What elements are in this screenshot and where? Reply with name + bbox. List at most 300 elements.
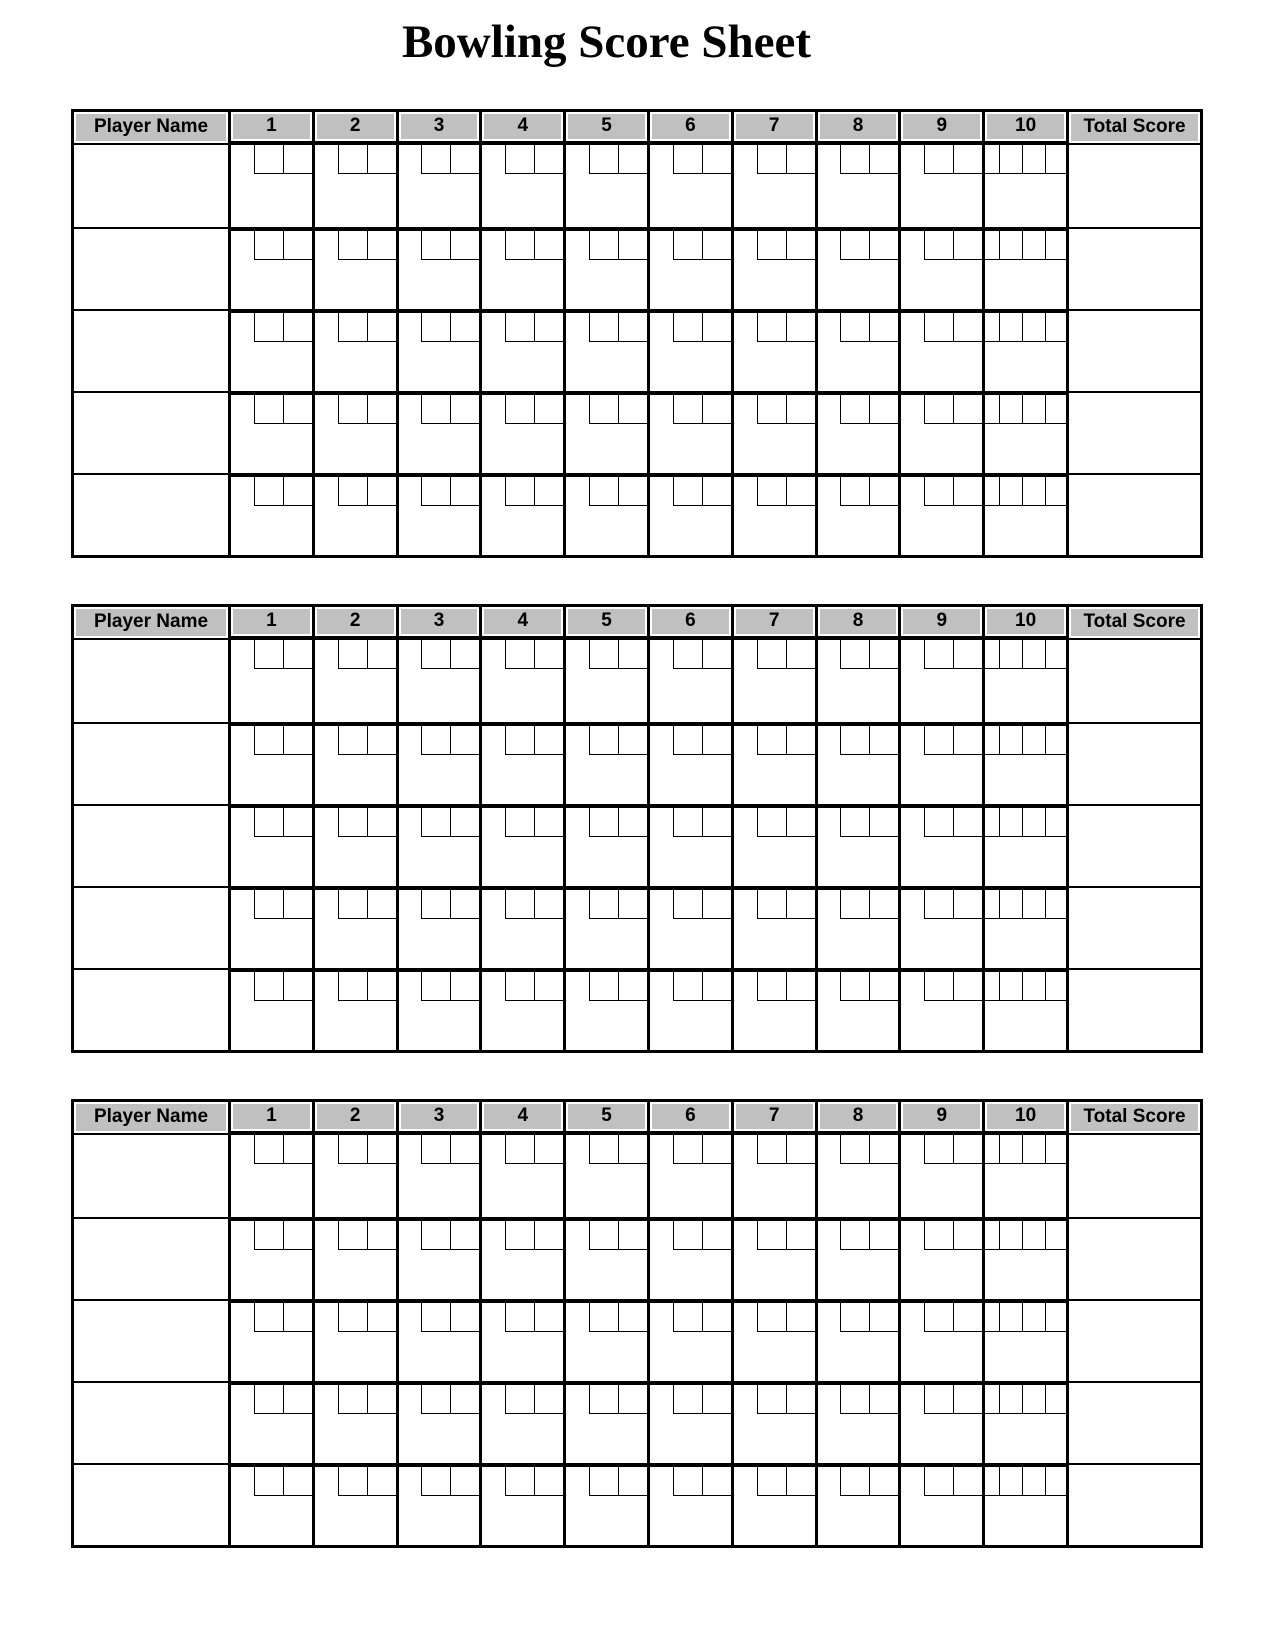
frame-cell bbox=[231, 722, 315, 804]
throw-box bbox=[924, 1303, 953, 1331]
frame-cell bbox=[315, 804, 399, 886]
frame-throw-boxes bbox=[589, 477, 647, 506]
player-name-cell bbox=[74, 227, 231, 309]
throw-box bbox=[786, 313, 815, 341]
frame-cell bbox=[818, 722, 902, 804]
total-score-cell bbox=[1069, 391, 1200, 473]
frame-7-header bbox=[734, 607, 818, 640]
frame-throw-boxes bbox=[840, 313, 898, 342]
throw-box bbox=[757, 395, 786, 423]
frame-2-header bbox=[315, 112, 399, 145]
frame-throw-boxes bbox=[589, 1467, 647, 1496]
throw-box bbox=[757, 145, 786, 173]
throw-box bbox=[589, 313, 618, 341]
frame-cell bbox=[818, 886, 902, 968]
frame-cell bbox=[315, 309, 399, 391]
frame-cell bbox=[818, 309, 902, 391]
frame-cell bbox=[566, 145, 650, 227]
frame-cell bbox=[399, 1217, 483, 1299]
throw-box bbox=[421, 1135, 450, 1163]
throw-box bbox=[673, 1221, 702, 1249]
throw-box bbox=[924, 808, 953, 836]
throw-box bbox=[1023, 1135, 1046, 1163]
frame-cell bbox=[315, 722, 399, 804]
frame-throw-boxes bbox=[924, 1467, 982, 1496]
throw-box bbox=[924, 145, 953, 173]
throw-box bbox=[534, 890, 563, 918]
header-row bbox=[74, 1102, 1200, 1135]
frame-throw-boxes bbox=[757, 808, 815, 837]
player-row bbox=[74, 804, 1200, 886]
tenth-frame-spacer bbox=[985, 477, 1000, 505]
player-row bbox=[74, 1217, 1200, 1299]
frame-cell bbox=[566, 886, 650, 968]
frame-throw-boxes bbox=[421, 477, 479, 506]
frame-cell bbox=[399, 1299, 483, 1381]
frame-10-header bbox=[985, 1102, 1069, 1135]
player-name-cell bbox=[74, 391, 231, 473]
player-name-cell bbox=[74, 1463, 231, 1545]
tenth-frame-spacer bbox=[985, 1135, 1000, 1163]
throw-box bbox=[618, 1221, 647, 1249]
player-name-cell bbox=[74, 1135, 231, 1217]
throw-box bbox=[924, 726, 953, 754]
throw-box bbox=[786, 1467, 815, 1495]
throw-box bbox=[924, 972, 953, 1000]
throw-box bbox=[786, 1303, 815, 1331]
throw-box bbox=[505, 1385, 534, 1413]
frame-cell bbox=[901, 1299, 985, 1381]
throw-box bbox=[953, 1135, 982, 1163]
frame-throw-boxes bbox=[421, 1135, 479, 1164]
throw-box bbox=[1000, 890, 1023, 918]
frame-4-header bbox=[482, 112, 566, 145]
frame-cell bbox=[818, 1463, 902, 1545]
frame-7-label: 7 bbox=[736, 1104, 813, 1129]
throw-box bbox=[702, 145, 731, 173]
throw-box bbox=[1023, 145, 1046, 173]
frame-cell bbox=[315, 886, 399, 968]
frame-throw-boxes bbox=[421, 1221, 479, 1250]
frame-throw-boxes bbox=[505, 231, 563, 260]
throw-box bbox=[1023, 808, 1046, 836]
throw-box bbox=[254, 395, 283, 423]
tenth-frame-spacer bbox=[985, 972, 1000, 1000]
frame-throw-boxes bbox=[338, 313, 396, 342]
frame-6-label: 6 bbox=[652, 609, 729, 634]
frame-cell bbox=[901, 1217, 985, 1299]
frame-cell bbox=[399, 309, 483, 391]
throw-box bbox=[338, 808, 367, 836]
frame-throw-boxes bbox=[924, 395, 982, 424]
throw-box bbox=[421, 395, 450, 423]
frame-3-label: 3 bbox=[401, 1104, 478, 1129]
throw-box bbox=[283, 808, 312, 836]
throw-box bbox=[254, 1385, 283, 1413]
frame-cell bbox=[566, 722, 650, 804]
throw-box bbox=[953, 145, 982, 173]
frame-throw-boxes bbox=[673, 231, 731, 260]
throw-box bbox=[534, 231, 563, 259]
throw-box bbox=[757, 1467, 786, 1495]
page-title: Bowling Score Sheet bbox=[401, 16, 812, 68]
throw-box bbox=[450, 726, 479, 754]
frame-cell bbox=[315, 1463, 399, 1545]
frame-throw-boxes bbox=[673, 1221, 731, 1250]
frame-throw-boxes bbox=[589, 808, 647, 837]
frame-cell bbox=[650, 722, 734, 804]
throw-box bbox=[1000, 395, 1023, 423]
frame-throw-boxes bbox=[254, 145, 312, 174]
frame-throw-boxes bbox=[840, 395, 898, 424]
frame-throw-boxes bbox=[254, 313, 312, 342]
throw-box bbox=[254, 145, 283, 173]
throw-box bbox=[869, 1467, 898, 1495]
frame-throw-boxes bbox=[840, 890, 898, 919]
tenth-frame-throw-boxes bbox=[985, 726, 1066, 755]
frame-1-label: 1 bbox=[233, 114, 310, 139]
throw-box bbox=[702, 313, 731, 341]
frame-throw-boxes bbox=[589, 145, 647, 174]
throw-box bbox=[283, 313, 312, 341]
throw-box bbox=[589, 726, 618, 754]
frame-throw-boxes bbox=[840, 808, 898, 837]
throw-box bbox=[673, 145, 702, 173]
throw-box bbox=[1023, 1385, 1046, 1413]
frame-throw-boxes bbox=[924, 145, 982, 174]
throw-box bbox=[367, 890, 396, 918]
tenth-frame-throw-boxes bbox=[985, 1467, 1066, 1496]
throw-box bbox=[254, 1467, 283, 1495]
frame-cell bbox=[566, 1381, 650, 1463]
throw-box bbox=[786, 395, 815, 423]
frame-throw-boxes bbox=[924, 1135, 982, 1164]
frame-1-header bbox=[231, 112, 315, 145]
throw-box bbox=[840, 231, 869, 259]
frame-cell bbox=[315, 145, 399, 227]
frame-throw-boxes bbox=[338, 1303, 396, 1332]
throw-box bbox=[757, 1221, 786, 1249]
tenth-frame-throw-boxes bbox=[985, 477, 1066, 506]
header-row bbox=[74, 607, 1200, 640]
frame-cell bbox=[734, 1217, 818, 1299]
frame-throw-boxes bbox=[505, 1385, 563, 1414]
throw-box bbox=[869, 395, 898, 423]
score-sheet-table bbox=[71, 604, 1203, 1053]
frame-throw-boxes bbox=[924, 1221, 982, 1250]
frame-cell bbox=[734, 886, 818, 968]
total-score-header bbox=[1069, 607, 1200, 640]
throw-box bbox=[840, 640, 869, 668]
frame-throw-boxes bbox=[924, 231, 982, 260]
frame-throw-boxes bbox=[673, 1303, 731, 1332]
player-row bbox=[74, 886, 1200, 968]
throw-box bbox=[1046, 726, 1066, 754]
frame-cell bbox=[315, 1299, 399, 1381]
frame-10-label: 10 bbox=[987, 1104, 1064, 1129]
frame-throw-boxes bbox=[254, 808, 312, 837]
throw-box bbox=[505, 1303, 534, 1331]
frame-2-header bbox=[315, 1102, 399, 1135]
frame-9-header bbox=[901, 1102, 985, 1135]
frame-2-label: 2 bbox=[317, 1104, 394, 1129]
frame-throw-boxes bbox=[589, 972, 647, 1001]
frame-cell bbox=[818, 145, 902, 227]
throw-box bbox=[1046, 395, 1066, 423]
frame-throw-boxes bbox=[757, 477, 815, 506]
frame-cell-tenth bbox=[985, 968, 1069, 1050]
player-name-label: Player Name bbox=[76, 609, 226, 636]
frame-throw-boxes bbox=[840, 1303, 898, 1332]
frame-cell bbox=[566, 1463, 650, 1545]
frame-throw-boxes bbox=[505, 726, 563, 755]
frame-cell bbox=[901, 1463, 985, 1545]
throw-box bbox=[367, 145, 396, 173]
throw-box bbox=[505, 808, 534, 836]
frame-8-label: 8 bbox=[820, 609, 897, 634]
throw-box bbox=[1000, 972, 1023, 1000]
throw-box bbox=[786, 1385, 815, 1413]
frame-throw-boxes bbox=[924, 1303, 982, 1332]
frame-throw-boxes bbox=[589, 726, 647, 755]
throw-box bbox=[1046, 1221, 1066, 1249]
throw-box bbox=[421, 1303, 450, 1331]
frame-cell bbox=[231, 886, 315, 968]
frame-1-header bbox=[231, 607, 315, 640]
throw-box bbox=[618, 890, 647, 918]
frame-cell bbox=[399, 1381, 483, 1463]
throw-box bbox=[702, 1221, 731, 1249]
frame-throw-boxes bbox=[338, 231, 396, 260]
frame-throw-boxes bbox=[254, 890, 312, 919]
frame-6-label: 6 bbox=[652, 114, 729, 139]
throw-box bbox=[283, 1221, 312, 1249]
frame-cell bbox=[734, 804, 818, 886]
frame-cell bbox=[566, 804, 650, 886]
throw-box bbox=[283, 1135, 312, 1163]
frame-cell bbox=[734, 1135, 818, 1217]
frame-4-header bbox=[482, 607, 566, 640]
frame-cell bbox=[566, 309, 650, 391]
throw-box bbox=[757, 726, 786, 754]
frame-cell bbox=[399, 968, 483, 1050]
throw-box bbox=[589, 145, 618, 173]
frame-cell bbox=[566, 968, 650, 1050]
throw-box bbox=[589, 972, 618, 1000]
throw-box bbox=[1023, 313, 1046, 341]
frame-4-header bbox=[482, 1102, 566, 1135]
player-name-header bbox=[74, 112, 231, 145]
throw-box bbox=[924, 640, 953, 668]
frame-cell bbox=[901, 309, 985, 391]
frame-cell bbox=[482, 722, 566, 804]
frame-throw-boxes bbox=[589, 1303, 647, 1332]
throw-box bbox=[1000, 808, 1023, 836]
tenth-frame-throw-boxes bbox=[985, 1385, 1066, 1414]
tenth-frame-spacer bbox=[985, 1467, 1000, 1495]
frame-throw-boxes bbox=[338, 890, 396, 919]
player-row bbox=[74, 309, 1200, 391]
throw-box bbox=[505, 1467, 534, 1495]
throw-box bbox=[1023, 1467, 1046, 1495]
frame-cell bbox=[901, 227, 985, 309]
frame-2-label: 2 bbox=[317, 609, 394, 634]
frame-cell bbox=[482, 1135, 566, 1217]
frame-throw-boxes bbox=[924, 640, 982, 669]
throw-box bbox=[924, 395, 953, 423]
throw-box bbox=[450, 1303, 479, 1331]
throw-box bbox=[618, 640, 647, 668]
throw-box bbox=[1023, 231, 1046, 259]
throw-box bbox=[367, 1135, 396, 1163]
frame-throw-boxes bbox=[254, 231, 312, 260]
throw-box bbox=[840, 890, 869, 918]
frame-cell-tenth bbox=[985, 722, 1069, 804]
throw-box bbox=[589, 1221, 618, 1249]
player-name-header bbox=[74, 1102, 231, 1135]
throw-box bbox=[505, 972, 534, 1000]
throw-box bbox=[534, 972, 563, 1000]
throw-box bbox=[1046, 1385, 1066, 1413]
frame-1-label: 1 bbox=[233, 1104, 310, 1129]
frame-throw-boxes bbox=[840, 726, 898, 755]
frame-throw-boxes bbox=[421, 1303, 479, 1332]
frame-throw-boxes bbox=[840, 231, 898, 260]
throw-box bbox=[702, 1385, 731, 1413]
total-score-cell bbox=[1069, 1217, 1200, 1299]
throw-box bbox=[618, 1303, 647, 1331]
throw-box bbox=[589, 231, 618, 259]
frame-throw-boxes bbox=[589, 395, 647, 424]
frame-throw-boxes bbox=[338, 1385, 396, 1414]
throw-box bbox=[953, 477, 982, 505]
throw-box bbox=[786, 1221, 815, 1249]
frame-cell bbox=[399, 145, 483, 227]
throw-box bbox=[869, 477, 898, 505]
throw-box bbox=[283, 1385, 312, 1413]
player-name-cell bbox=[74, 804, 231, 886]
frame-cell bbox=[818, 1217, 902, 1299]
tenth-frame-throw-boxes bbox=[985, 395, 1066, 424]
throw-box bbox=[618, 972, 647, 1000]
tenth-frame-spacer bbox=[985, 395, 1000, 423]
frame-cell bbox=[482, 1381, 566, 1463]
frame-throw-boxes bbox=[673, 1135, 731, 1164]
throw-box bbox=[1046, 640, 1066, 668]
frame-cell bbox=[818, 227, 902, 309]
throw-box bbox=[1023, 1303, 1046, 1331]
throw-box bbox=[924, 1135, 953, 1163]
frame-4-label: 4 bbox=[484, 609, 561, 634]
throw-box bbox=[338, 1467, 367, 1495]
frame-throw-boxes bbox=[673, 1385, 731, 1414]
frame-cell bbox=[399, 722, 483, 804]
throw-box bbox=[450, 1221, 479, 1249]
frame-9-header bbox=[901, 607, 985, 640]
frame-throw-boxes bbox=[673, 726, 731, 755]
total-score-cell bbox=[1069, 640, 1200, 722]
throw-box bbox=[1000, 145, 1023, 173]
throw-box bbox=[869, 1221, 898, 1249]
total-score-cell bbox=[1069, 145, 1200, 227]
frame-cell bbox=[650, 640, 734, 722]
throw-box bbox=[589, 477, 618, 505]
frame-cell bbox=[315, 640, 399, 722]
total-score-label: Total Score bbox=[1071, 1104, 1198, 1131]
frame-throw-boxes bbox=[757, 640, 815, 669]
frame-throw-boxes bbox=[421, 313, 479, 342]
frame-7-label: 7 bbox=[736, 609, 813, 634]
frame-cell bbox=[566, 473, 650, 555]
tenth-frame-throw-boxes bbox=[985, 890, 1066, 919]
frame-6-label: 6 bbox=[652, 1104, 729, 1129]
frame-throw-boxes bbox=[757, 395, 815, 424]
frame-3-header bbox=[399, 112, 483, 145]
player-row bbox=[74, 1299, 1200, 1381]
throw-box bbox=[534, 726, 563, 754]
throw-box bbox=[421, 640, 450, 668]
frame-throw-boxes bbox=[673, 395, 731, 424]
throw-box bbox=[338, 395, 367, 423]
throw-box bbox=[450, 640, 479, 668]
throw-box bbox=[338, 1221, 367, 1249]
throw-box bbox=[534, 808, 563, 836]
frame-throw-boxes bbox=[338, 1221, 396, 1250]
frame-8-header bbox=[818, 112, 902, 145]
frame-8-label: 8 bbox=[820, 114, 897, 139]
throw-box bbox=[953, 1385, 982, 1413]
throw-box bbox=[786, 890, 815, 918]
frame-cell bbox=[650, 886, 734, 968]
tenth-frame-spacer bbox=[985, 640, 1000, 668]
frame-2-label: 2 bbox=[317, 114, 394, 139]
frame-throw-boxes bbox=[589, 890, 647, 919]
throw-box bbox=[283, 890, 312, 918]
frame-throw-boxes bbox=[421, 808, 479, 837]
frame-7-header bbox=[734, 112, 818, 145]
frame-throw-boxes bbox=[254, 1135, 312, 1164]
frame-cell bbox=[399, 804, 483, 886]
throw-box bbox=[1000, 640, 1023, 668]
throw-box bbox=[1046, 808, 1066, 836]
throw-box bbox=[367, 395, 396, 423]
frame-throw-boxes bbox=[840, 477, 898, 506]
frame-cell bbox=[231, 640, 315, 722]
frame-cell bbox=[399, 886, 483, 968]
frame-5-header bbox=[566, 607, 650, 640]
throw-box bbox=[1046, 1135, 1066, 1163]
frame-6-header bbox=[650, 112, 734, 145]
frame-throw-boxes bbox=[421, 890, 479, 919]
total-score-label: Total Score bbox=[1071, 609, 1198, 636]
throw-box bbox=[254, 890, 283, 918]
frame-cell-tenth bbox=[985, 886, 1069, 968]
throw-box bbox=[757, 890, 786, 918]
throw-box bbox=[589, 395, 618, 423]
frame-cell bbox=[231, 1217, 315, 1299]
throw-box bbox=[450, 477, 479, 505]
throw-box bbox=[421, 1221, 450, 1249]
frame-cell bbox=[818, 1299, 902, 1381]
throw-box bbox=[450, 808, 479, 836]
frame-3-label: 3 bbox=[401, 114, 478, 139]
frame-cell bbox=[734, 722, 818, 804]
frame-throw-boxes bbox=[673, 808, 731, 837]
frame-cell bbox=[315, 1217, 399, 1299]
throw-box bbox=[421, 145, 450, 173]
throw-box bbox=[869, 1303, 898, 1331]
frame-throw-boxes bbox=[421, 726, 479, 755]
